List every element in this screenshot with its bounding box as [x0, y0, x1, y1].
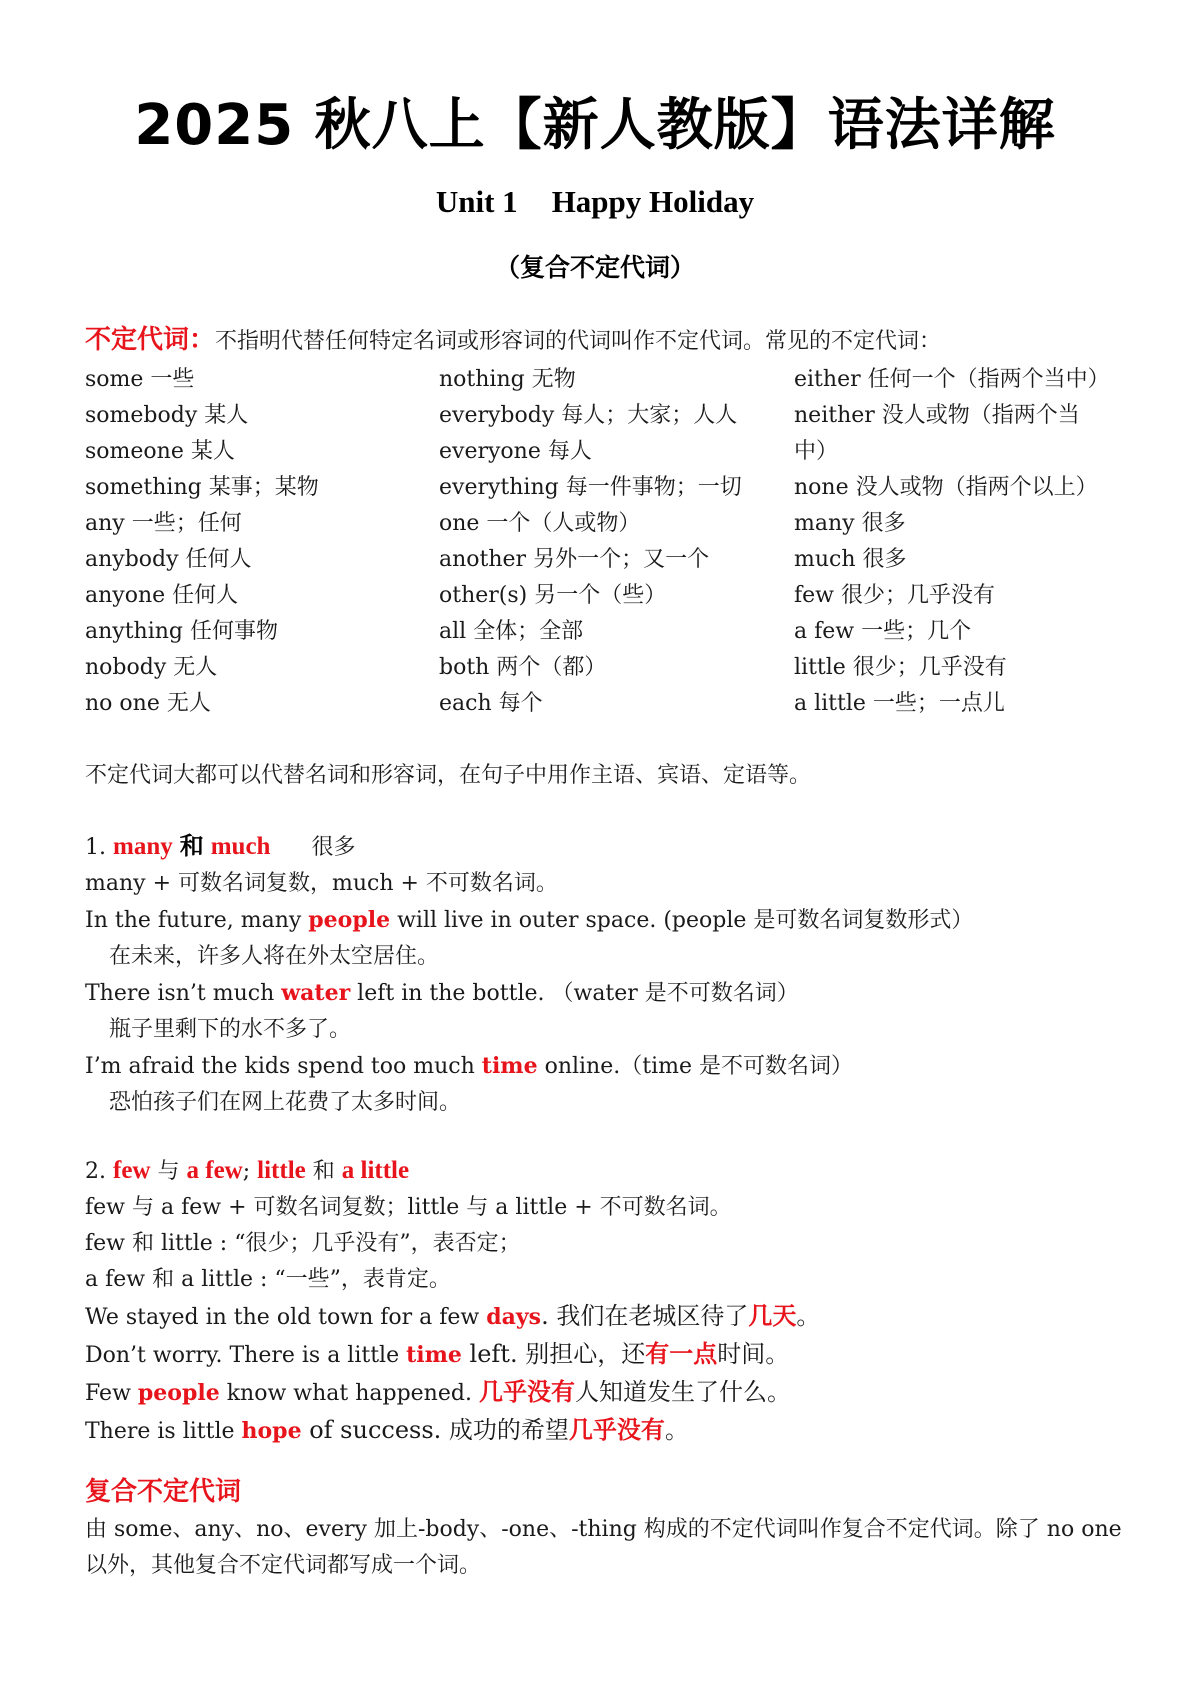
list-item: little 很少；几乎没有: [794, 655, 1007, 680]
example-sentence: Few people know what happened. 几乎没有人知道发生了什么。: [85, 1377, 791, 1406]
list-item: everything 每一件事物；一切: [439, 475, 742, 500]
list-item: other(s) 另一个（些）: [439, 583, 667, 608]
highlight-word: time: [406, 1342, 462, 1368]
example-sentence: In the future, many people will live in outer space. (people 是可数名词复数形式）: [85, 907, 974, 933]
list-item: neither 没人或物（指两个当中）: [794, 403, 1080, 464]
conjunction: 和: [312, 1159, 335, 1184]
list-item: anything 任何事物: [85, 619, 279, 644]
list-item: few 很少；几乎没有: [794, 583, 995, 608]
usage-positive: a few 和 a little : “一些”，表肯定。: [85, 1267, 451, 1292]
highlight-word: hope: [241, 1418, 302, 1444]
list-item: both 两个（都）: [439, 655, 607, 680]
pronoun-column-2: [439, 362, 789, 722]
section-compound-pronouns: [85, 1472, 1135, 1584]
list-item: somebody 某人: [85, 403, 249, 428]
list-item: anyone 任何人: [85, 583, 239, 608]
example-sentence: I’m afraid the kids spend too much time online.（time 是不可数名词）: [85, 1053, 853, 1079]
list-item: anybody 任何人: [85, 547, 252, 572]
example-sentence: Don’t worry. There is a little time left. 别担心，还有一点时间。: [85, 1339, 790, 1368]
highlight-word: time: [481, 1053, 538, 1079]
list-item: either 任何一个（指两个当中）: [794, 367, 1110, 392]
example-sentence: There is little hope of success. 成功的希望几乎没有。: [85, 1415, 689, 1444]
section-meaning: 很多: [311, 835, 356, 860]
list-item: everyone 每人: [439, 439, 592, 464]
list-item: nothing 无物: [439, 367, 576, 392]
keyword-many: many: [113, 833, 173, 860]
section-number: 1.: [85, 835, 106, 860]
list-item: none 没人或物（指两个以上）: [794, 475, 1098, 500]
highlight-word: people: [137, 1380, 220, 1406]
section-paragraph: 由 some、any、no、every 加上-body、-one、-thing 构成的不定代词叫作复合不定代词。除了 no one 以外，其他复合不定代词都写成一个词。: [85, 1517, 1122, 1578]
example-translation: 瓶子里剩下的水不多了。: [109, 1017, 352, 1042]
section-heading: [85, 828, 1135, 866]
example-translation: 在未来，许多人将在外太空居住。: [109, 944, 440, 969]
keyword-a-few: a few: [186, 1157, 243, 1184]
list-item: one 一个（人或物）: [439, 511, 641, 536]
highlight-phrase: 几乎没有: [478, 1377, 575, 1406]
example-translation: 恐怕孩子们在网上花费了太多时间。: [109, 1090, 462, 1115]
topic-heading: （复合不定代词）: [494, 253, 695, 282]
usage-rule: many + 可数名词复数，much + 不可数名词。: [85, 871, 558, 896]
section-few-little: [85, 1153, 1135, 1450]
highlight-phrase: 几乎没有: [568, 1415, 665, 1444]
summary-paragraph: 不定代词大都可以代替名词和形容词，在句子中用作主语、宾语、定语等。: [85, 763, 812, 788]
conjunction: 和: [179, 832, 204, 860]
list-item: someone 某人: [85, 439, 235, 464]
list-item: all 全体；全部: [439, 619, 584, 644]
list-item: no one 无人: [85, 691, 211, 716]
highlight-phrase: 有一点: [645, 1339, 718, 1368]
section-heading: 复合不定代词: [85, 1477, 242, 1507]
keyword-a-little: a little: [341, 1157, 410, 1184]
keyword-little: little: [257, 1157, 306, 1184]
example-sentence: We stayed in the old town for a few days. 我们在老城区待了几天。: [85, 1301, 821, 1330]
keyword-much: much: [210, 833, 271, 860]
pronoun-column-1: [85, 362, 435, 722]
highlight-word: water: [281, 980, 351, 1006]
list-item: another 另外一个；又一个: [439, 547, 710, 572]
list-item: many 很多: [794, 511, 906, 536]
usage-rule: few 与 a few + 可数名词复数；little 与 a little + 不可数名词。: [85, 1195, 732, 1220]
section-heading: 2. few 与 a few; little 和 a little: [85, 1157, 410, 1184]
list-item: everybody 每人；大家；人人: [439, 403, 738, 428]
list-item: a little 一些；一点儿: [794, 691, 1005, 716]
section-many-much: [85, 828, 1135, 1121]
usage-negative: few 和 little : “很少；几乎没有”，表否定；: [85, 1231, 521, 1256]
list-item: nobody 无人: [85, 655, 218, 680]
conjunction: 与: [157, 1159, 180, 1184]
intro-text: 不指明代替任何特定名词或形容词的代词叫作不定代词。常见的不定代词：: [215, 329, 942, 354]
list-item: much 很多: [794, 547, 907, 572]
example-sentence: There isn’t much water left in the bottle. （water 是不可数名词）: [85, 980, 799, 1006]
section-number: 2.: [85, 1159, 106, 1184]
highlight-word: days: [486, 1304, 542, 1330]
page-title: 2025 秋八上【新人教版】语法详解: [134, 93, 1056, 158]
intro-term: 不定代词：: [85, 325, 216, 355]
unit-name: Happy Holiday: [551, 184, 755, 219]
intro-definition: [85, 322, 1125, 360]
list-item: something 某事；某物: [85, 475, 319, 500]
highlight-phrase: 几天: [748, 1301, 797, 1330]
pronoun-column-3: [794, 362, 1134, 722]
keyword-few: few: [113, 1157, 151, 1184]
list-item: each 每个: [439, 691, 543, 716]
unit-label: Unit 1: [435, 184, 518, 219]
list-item: any 一些；任何: [85, 511, 242, 536]
unit-heading: [0, 180, 1190, 224]
list-item: a few 一些；几个: [794, 619, 972, 644]
highlight-word: people: [308, 907, 391, 933]
list-item: some 一些: [85, 367, 195, 392]
